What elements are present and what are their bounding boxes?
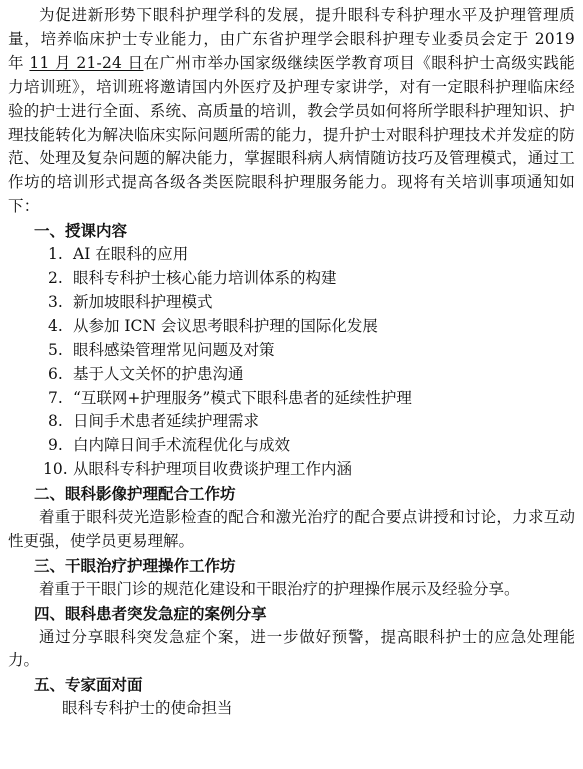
item-number: 6. (48, 364, 63, 383)
section-heading-dry-eye-workshop: 三、干眼治疗护理操作工作坊 (34, 555, 236, 575)
item-text: 基于人文关怀的护患沟通 (73, 364, 244, 383)
curriculum-list (8, 243, 575, 482)
item-text: 从参加 ICN 会议思考眼科护理的国际化发展 (73, 316, 378, 335)
section-heading-curriculum: 一、授课内容 (34, 221, 128, 241)
intro-text-1: 为促进新形势下眼科护理学科的发展，提升眼科专科护理水平及护理管理质量，培养临床护士专业能力，由广东省护理学会眼科护理专业委员会定于 2019 年 (8, 6, 575, 72)
list-item (8, 315, 575, 339)
item-text: “互联网+护理服务”模式下眼科患者的延续性护理 (73, 388, 412, 407)
training-date: 11 月 21-24 日 (29, 53, 144, 72)
item-number: 9. (48, 436, 63, 455)
intro-text-2: 在广州市举办国家级继续医学教育项目《眼科护士高级实践能力培训班》，培训班将邀请国内外医疗及护理专家讲学，对有一定眼科护理临床经验的护士进行全面、系统、高质量的培训，教会学员如何将所学眼科护理知识、护理技能转化为解决临床实际问题所需的能力，提升护士对眼科护理技术并发症的防范、处理及复杂问题的解决能力，掌握眼科病人病情随访技巧及管理模式，通过工作坊的培训形式提高各级各类医院眼科护理服务能力。现将有关培训事项通知如下： (8, 53, 576, 216)
list-item (8, 434, 575, 458)
item-number: 1. (48, 245, 63, 264)
expert-session-topic: 眼科专科护士的使命担当 (62, 699, 233, 718)
item-number: 5. (48, 340, 63, 359)
list-item (8, 410, 575, 434)
list-item (8, 387, 575, 411)
list-item (8, 267, 575, 291)
list-item (8, 243, 575, 267)
list-item (8, 339, 575, 363)
item-text: AI 在眼科的应用 (73, 245, 189, 264)
list-item (8, 291, 575, 315)
item-number: 3. (48, 292, 63, 311)
item-text: 眼科专科护士核心能力培训体系的构建 (73, 268, 337, 287)
section-body-imaging-workshop: 着重于眼科荧光造影检查的配合和激光治疗的配合要点讲授和讨论，力求互动性更强，使学员更易理解。 (8, 508, 575, 550)
item-number: 2. (48, 268, 63, 287)
item-text: 新加坡眼科护理模式 (73, 292, 213, 311)
section-heading-imaging-workshop: 二、眼科影像护理配合工作坊 (34, 484, 236, 504)
item-number: 7. (48, 388, 63, 407)
item-text: 白内障日间手术流程优化与成效 (73, 436, 291, 455)
item-text: 日间手术患者延续护理需求 (73, 412, 260, 431)
item-text: 从眼科专科护理项目收费谈护理工作内涵 (73, 460, 353, 479)
item-number: 4. (48, 316, 63, 335)
item-text: 眼科感染管理常见问题及对策 (73, 340, 275, 359)
list-item (8, 363, 575, 387)
item-number: 10. (43, 460, 68, 479)
list-item (8, 458, 575, 482)
section-heading-expert-session: 五、专家面对面 (34, 675, 143, 695)
section-heading-emergency-cases: 四、眼科患者突发急症的案例分享 (34, 603, 267, 623)
section-body-emergency-cases: 通过分享眼科突发急症个案，进一步做好预警，提高眼科护士的应急处理能力。 (8, 627, 575, 670)
section-body-dry-eye-workshop: 着重于干眼门诊的规范化建设和干眼治疗的护理操作展示及经验分享。 (39, 579, 520, 598)
intro-paragraph (8, 4, 575, 219)
item-number: 8. (48, 412, 63, 431)
